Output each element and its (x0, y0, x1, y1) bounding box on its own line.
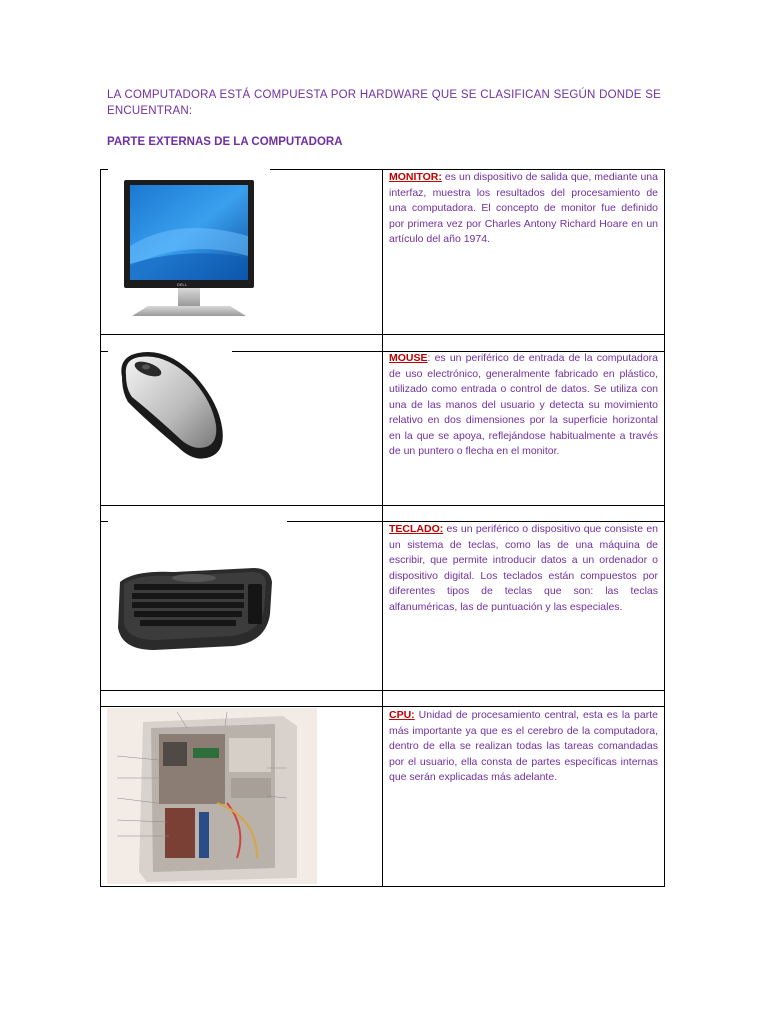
keyboard-image (114, 562, 276, 659)
cpu-tower-image (107, 708, 317, 889)
table-border (100, 351, 108, 352)
table-border (100, 521, 108, 522)
mouse-description (389, 351, 658, 460)
description-text: es un periférico o dispositivo que consiste en un sistema de teclas, como las de una máquina de escribir, que permite introducir datos a un ordenador o dispositivo digital. Los teclados están compuestos por diferentes tipos de teclas que son: las teclas alfanuméricas, las de puntuación y las especiales. (389, 523, 658, 613)
svg-text:DELL: DELL (177, 282, 188, 287)
cpu-description (389, 708, 658, 786)
table-border (100, 169, 108, 170)
table-border (100, 169, 101, 887)
description-text: es un dispositivo de salida que, mediante una interfaz, muestra los resultados del procesamiento de una computadora. El concepto de monitor fue definido por primera vez por Charles Antony Richard Hoare en un artículo del año 1974. (389, 171, 658, 245)
term-label: CPU: (389, 709, 415, 721)
term-label: TECLADO: (389, 523, 444, 535)
term-label: MOUSE (389, 352, 428, 364)
keyboard-description (389, 522, 658, 615)
mouse-image (108, 347, 232, 470)
term-label: MONITOR: (389, 171, 442, 183)
table-border (664, 169, 665, 887)
table-border (382, 169, 383, 887)
section-title: PARTE EXTERNAS DE LA COMPUTADORA (107, 136, 343, 148)
intro-paragraph: LA COMPUTADORA ESTÁ COMPUESTA POR HARDWARE QUE SE CLASIFICAN SEGÚN DONDE SE ENCUENTRAN: (107, 89, 661, 117)
description-text: : es un periférico de entrada de la computadora de uso electrónico, generalmente fabricado en plástico, utilizado como entrada o control de datos. Se utiliza con una de las manos del usuario y detecta su movimiento relativo en dos dimensiones por la superficie horizontal en la que se apoya, reflejándose habitualmente a través de un puntero o flecha en el monitor. (389, 352, 658, 457)
description-text: Unidad de procesamiento central, esta es la parte más importante ya que es el cerebro de la computadora, dentro de ella se realizan todas las tareas comandadas por el usuario, ella consta de partes específicas internas que serán explicadas más adelante. (389, 709, 658, 783)
monitor-description (389, 170, 658, 248)
monitor-image (118, 176, 268, 326)
